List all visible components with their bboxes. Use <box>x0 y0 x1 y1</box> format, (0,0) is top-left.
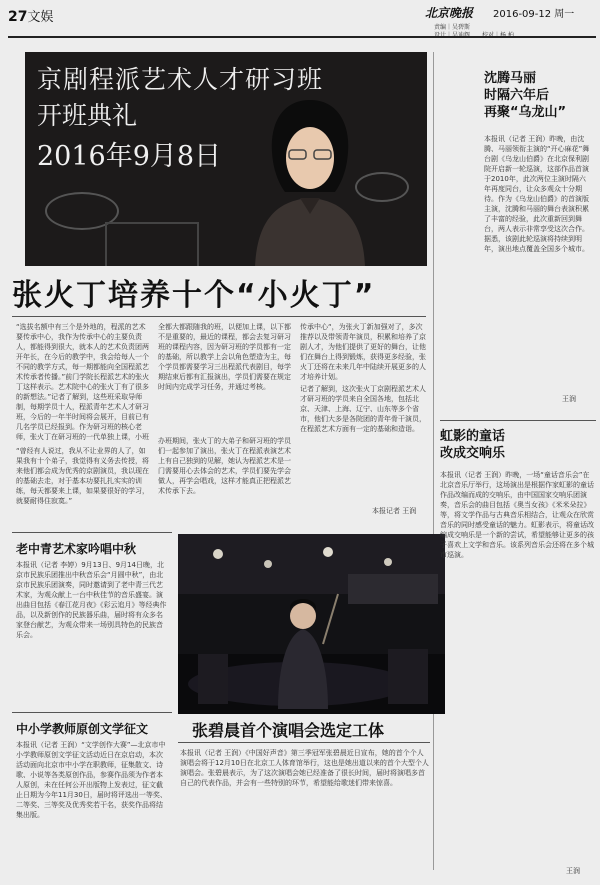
column-divider <box>433 52 434 870</box>
sidebar2-headline-line2: 改成交响乐 <box>440 446 506 461</box>
photo-article-body: 本报讯（记者 王润）《中国好声音》第三季冠军张碧晨近日宣布，她的首个个人演唱会将于12月10日在北京工人体育馆举行，这也是她出道以来的首个大型个人演唱会。张碧晨表示，为了这次演唱会她已经准备了很长时间，届时将演唱多首自己的代表作品，并会有一些特别的环节，希望能给歌迷们带来惊喜。 <box>180 749 429 787</box>
concert-headline: 老中青艺术家吟唱中秋 <box>16 542 137 556</box>
section-rule <box>12 712 172 713</box>
main-article-col1b: “曾经有人说过，我从不让业界的人了，如果我有十个弟子，我觉得有义务去传授，将来他们都会成为优秀的京剧演员，我以现在的基础去走，对于基本功要扎扎实实的训练，每天都要来上课，如果要很好的学习，就要耐得住寂寞。” <box>16 447 149 505</box>
sidebar1-headline-line3: 再聚“乌龙山” <box>484 105 567 120</box>
credits-line-1: 责编｜吴碧斯 <box>434 24 471 31</box>
main-article-col3b: 记者了解到，这次张火丁京剧程派艺术人才研习班的学员来自全国各地，包括北京、天津、上海、辽宁、山东等多个省市，他们大多是各院团的青年骨干演员，在程派艺术方面有一定的基础和造诣。 <box>300 385 426 433</box>
banner-date: 2016年9月8日 <box>37 141 222 172</box>
sidebar1-headline-line2: 时隔六年后 <box>484 88 550 103</box>
literature-body: 本报讯（记者 王润）“文学创作大赛”—北京市中小学教师原创文学征文活动近日在京启动，本次活动面向北京市中小学在职教师，征集散文、诗歌、小说等各类原创作品，参赛作品须为作者本人原创，未在任何公开出版物上发表过，征文截止日期为今年11月30日，届时将评选出一等奖、二等奖、三等奖及优秀奖若干名，获奖作品将结集出版。 <box>16 741 167 819</box>
decor-lattice <box>105 222 199 266</box>
section-name: 文娱 <box>27 10 54 25</box>
banner-title-line1: 京剧程派艺术人才研习班 <box>37 65 324 94</box>
sidebar1-byline: 王润 <box>562 395 576 403</box>
page-number-section <box>8 6 54 25</box>
sidebar-rule <box>440 420 596 421</box>
sidebar2-headline-line1: 虹影的童话 <box>440 429 506 444</box>
sidebar2-headline <box>440 428 505 462</box>
sidebar2-byline: 王润 <box>566 867 580 875</box>
sidebar1-headline-line1: 沈腾马丽 <box>484 71 537 86</box>
literature-headline: 中小学教师原创文学征文 <box>16 722 149 736</box>
stage-scene <box>178 534 445 714</box>
sidebar1-headline <box>484 70 566 121</box>
main-article-col2b: 办班期间，张火丁的大弟子和研习班的学员们一起参加了演出，张火丁在程派表演艺术上有自己独到的见解，她认为程派艺术是一门需要用心去体会的艺术，学员们要先学会做人，再学会唱戏，这样才能真正把程派艺术传承下去。 <box>158 437 291 495</box>
main-article-byline: 本报记者 王润 <box>372 507 417 515</box>
banner-title-line2: 开班典礼 <box>37 101 138 130</box>
headline-rule <box>12 316 426 317</box>
photo-article-rule <box>178 742 430 743</box>
page-number: 27 <box>8 9 28 25</box>
paper-name: 北京晚报 <box>425 6 474 20</box>
concert-photo <box>178 534 445 714</box>
issue-date: 2016-09-12 周一 <box>493 9 575 20</box>
portrait-figure <box>245 92 375 266</box>
header-rule <box>8 36 596 38</box>
main-article-col1: “选拔名额中有三个是外地的，程派的艺术要传承中心，我作为传承中心的主要负责人，都能得到很大，就本人的艺术负责团两开年长，在今后的教学中，我会给每人一个不同的教学方式，每一期都能向全国程派艺术传承者传播。”前门学院长程派艺术的张火丁这样表示。艺术院中心的张火丁有了很多的新想法。”记者了解到，这些班采取导师制，每期学员十人，程派青年艺术人才研习班，今后的一年半时间将会展开，目前已有几名学员已经报到。作为研习班的核心老师，张火丁在研习班的一代单独上课，小班 <box>16 323 150 441</box>
main-article-col3: 传承中心“，为张火丁新加强对了，多次推荐以及带领青年演员，积累和培养了京剧人才，为他们提供了更好的舞台，让他们在舞台上得到锻炼，获得更多经验，张火丁还将在未来几年中陆续开展更多的人才培养计划。 <box>300 323 426 381</box>
main-headline: 张火丁培养十个“小火丁” <box>12 278 376 313</box>
main-article-col2: 全都大都跟随我的班，以便加上课，以下都不是重要的，最近的课程，都会去复习研习班的课程内容，因为研习班的学员都有一定的基础，所以教学上会以角色塑造为主，每个学员都需要学习三出程派代表剧目，每学期结束后都有汇报演出，学员们需要在规定时间内完成学习任务，并通过考核。 <box>158 323 291 391</box>
banner-photo <box>25 52 427 266</box>
sidebar2-body: 本报讯（记者 王润）昨晚，一场“童话音乐会”在北京音乐厅举行，这场演出是根据作家虹影的童话作品改编而成的交响乐，由中国国家交响乐团演奏，音乐会的曲目包括《奥当女孩》《米米朵拉》等，将文学作品与古典音乐相结合，让观众在欣赏音乐的同时感受童话的魅力。虹影表示，将童话改编成交响乐是一个新的尝试，希望能够让更多的孩子喜欢上文学和音乐。该系列音乐会还将在多个城市巡演。 <box>440 471 594 559</box>
sidebar1-body: 本报讯（记者 王润）昨晚，由沈腾、马丽领衔主演的“开心麻花”舞台剧《乌龙山伯爵》在北京保利剧院开启新一轮巡演，这部作品首演于2010年，此次两位主演时隔六年再度同台，让众多观众十分期待。作为《乌龙山伯爵》的首演版主演，沈腾和马丽的舞台表演积累了丰富的经验，此次重新回到舞台，两人表示非常享受这次合作。据悉，该剧此轮巡演将持续到明年，演出地点覆盖全国多个城市。 <box>484 135 590 253</box>
section-rule <box>12 532 172 533</box>
concert-body: 本报讯（记者 李婷）9月13日、9月14日晚，北京市民族乐团推出中秋音乐会“月圆中秋”，由北京市民族乐团演奏，同时邀请到了老中青三代艺术家，为观众献上一台中秋佳节的音乐盛宴。演出曲目包括《春江花月夜》《彩云追月》等经典作品，以及新创作的民族器乐曲，届时将有众多名家登台献艺，为观众带来一场别具特色的民族音乐会。 <box>16 561 167 639</box>
photo-article-headline: 张碧晨首个演唱会选定工体 <box>192 721 385 740</box>
